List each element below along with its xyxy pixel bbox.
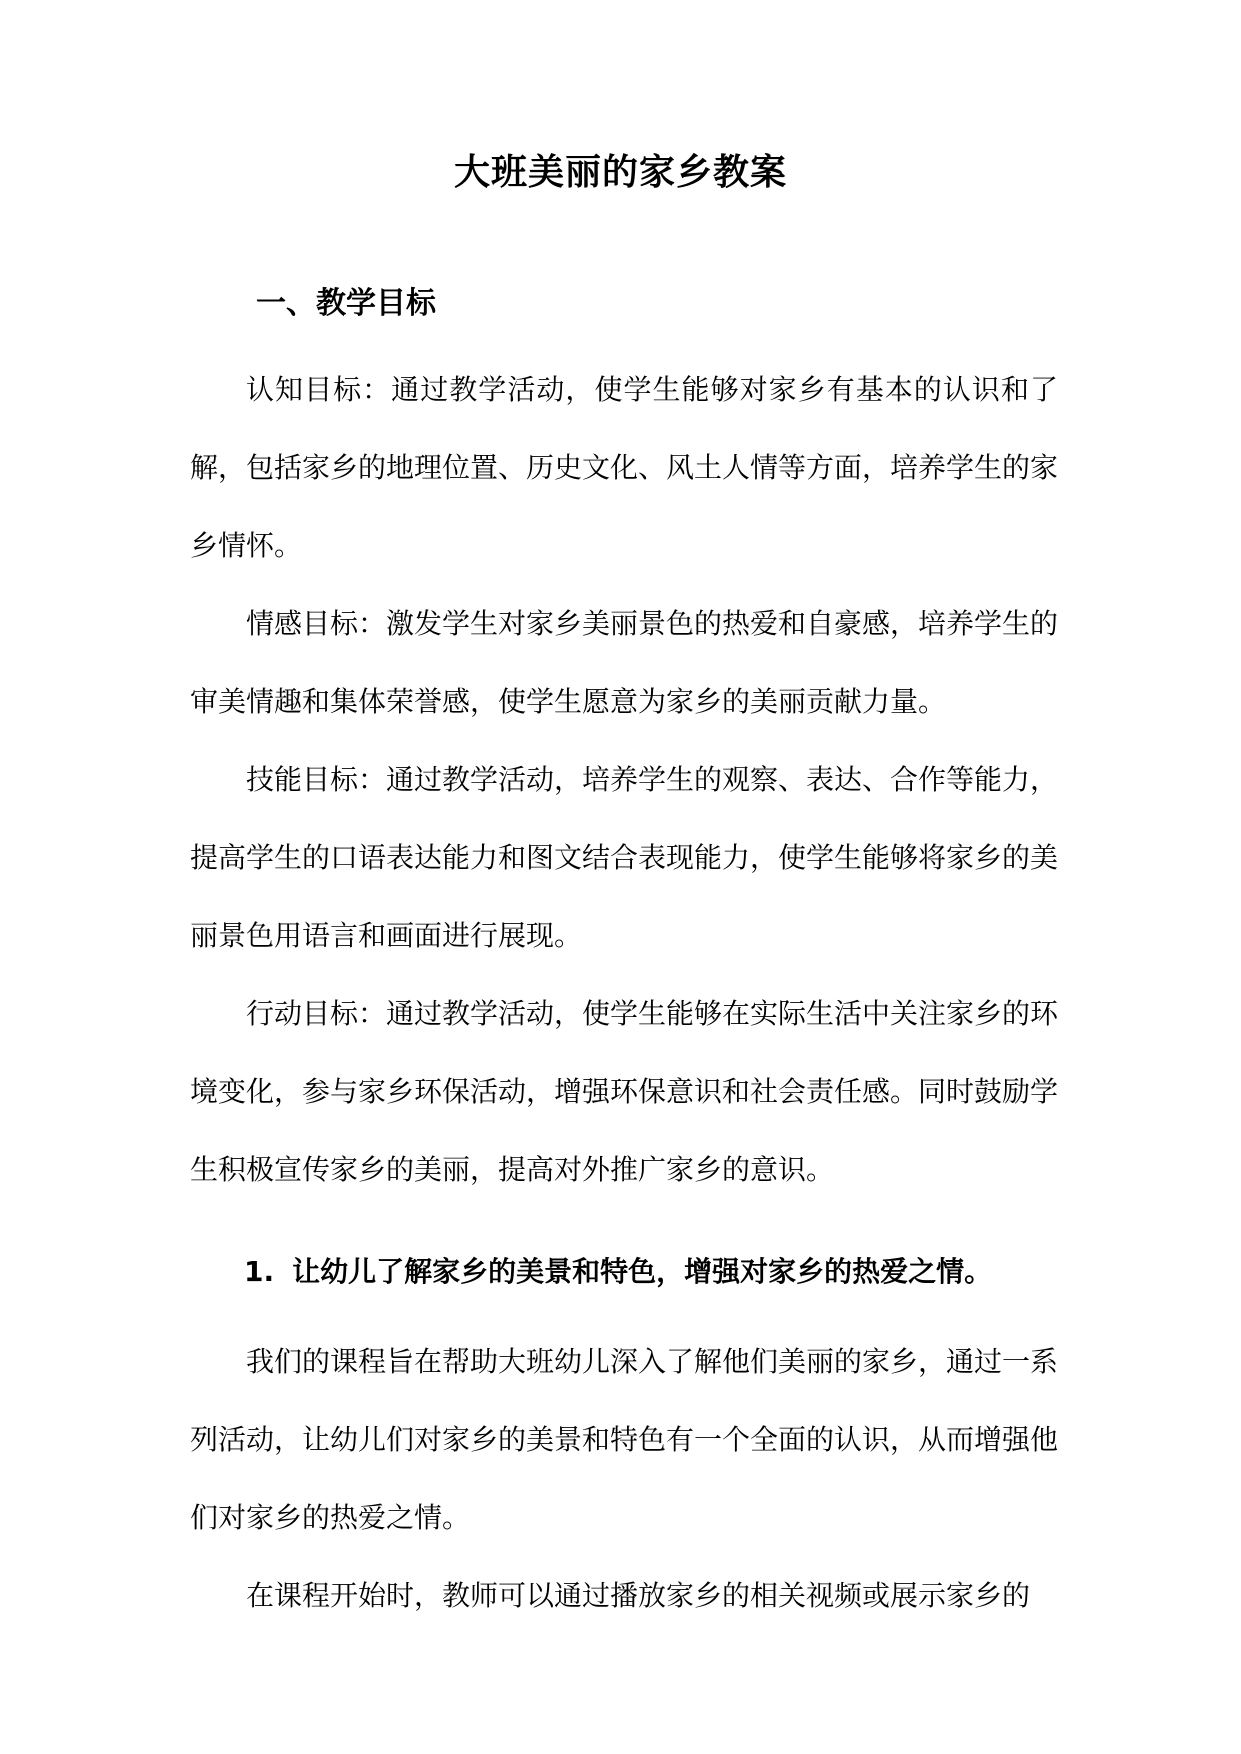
subsection-heading [244, 1250, 992, 1294]
paragraph-emotional-goal: 情感目标：激发学生对家乡美丽景色的热爱和自豪感，培养学生的审美情趣和集体荣誉感，使学生愿意为家乡的美丽贡献力量。 [190, 607, 1059, 718]
paragraph-skill-goal: 技能目标：通过教学活动，培养学生的观察、表达、合作等能力，提高学生的口语表达能力和图文结合表现能力，使学生能够将家乡的美丽景色用语言和画面进行展现。 [190, 763, 1059, 952]
subsection-number: 1. [244, 1255, 275, 1288]
subsection-heading-text: 让幼儿了解家乡的美景和特色，增强对家乡的热爱之情。 [292, 1255, 993, 1288]
document-title: 大班美丽的家乡教案 [453, 152, 787, 193]
paragraph-course-start: 在课程开始时，教师可以通过播放家乡的相关视频或展示家乡的 [246, 1579, 1031, 1612]
paragraph-cognitive-goal: 认知目标：通过教学活动，使学生能够对家乡有基本的认识和了解，包括家乡的地理位置、历史文化、风土人情等方面，培养学生的家乡情怀。 [190, 373, 1059, 562]
section-heading-teaching-goals: 一、教学目标 [256, 286, 436, 321]
paragraph-action-goal: 行动目标：通过教学活动，使学生能够在实际生活中关注家乡的环境变化，参与家乡环保活动，增强环保意识和社会责任感。同时鼓励学生积极宣传家乡的美丽，提高对外推广家乡的意识。 [190, 997, 1059, 1186]
paragraph-course-aim: 我们的课程旨在帮助大班幼儿深入了解他们美丽的家乡，通过一系列活动，让幼儿们对家乡的美景和特色有一个全面的认识，从而增强他们对家乡的热爱之情。 [190, 1345, 1059, 1534]
